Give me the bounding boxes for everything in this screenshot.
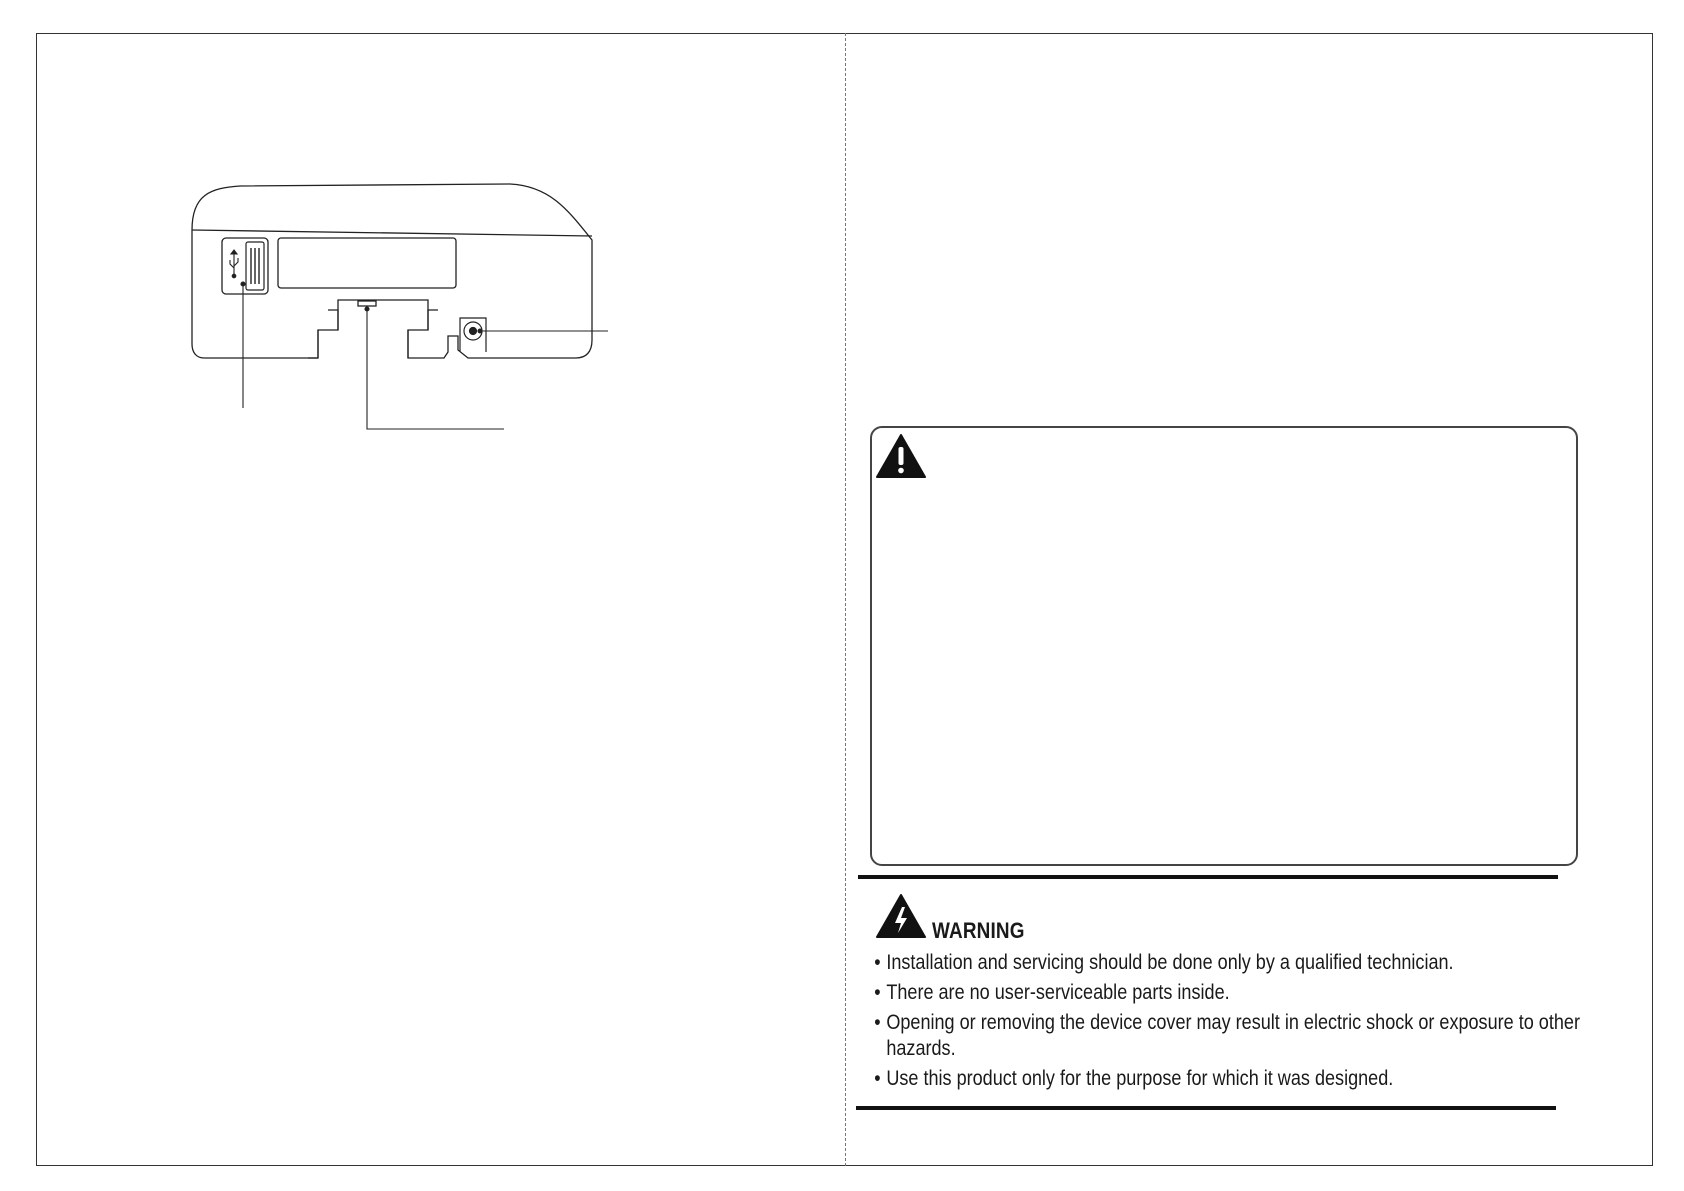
list-item: • Use this product only for the purpose for which it was designed. xyxy=(876,1066,1600,1092)
caution-box xyxy=(870,426,1578,866)
callout-lines xyxy=(241,282,608,429)
warning-title: WARNING xyxy=(932,918,1025,943)
exclamation-triangle-icon xyxy=(875,433,927,479)
warning-top-rule xyxy=(858,875,1558,879)
list-item: • There are no user-serviceable parts inside. xyxy=(876,980,1600,1006)
fold-line xyxy=(845,33,846,1166)
warning-bottom-rule xyxy=(856,1106,1556,1110)
warning-list xyxy=(876,950,1636,1096)
usb-port xyxy=(222,238,268,294)
device-rear-illustration xyxy=(190,180,610,440)
usb-icon xyxy=(230,250,238,278)
list-item: • Installation and servicing should be done only by a qualified technician. xyxy=(876,950,1600,976)
list-item: • Opening or removing the device cover may result in electric shock or exposure to other hazards. xyxy=(876,1010,1600,1062)
electric-shock-triangle-icon xyxy=(875,893,927,939)
dc-power-jack xyxy=(460,318,486,352)
